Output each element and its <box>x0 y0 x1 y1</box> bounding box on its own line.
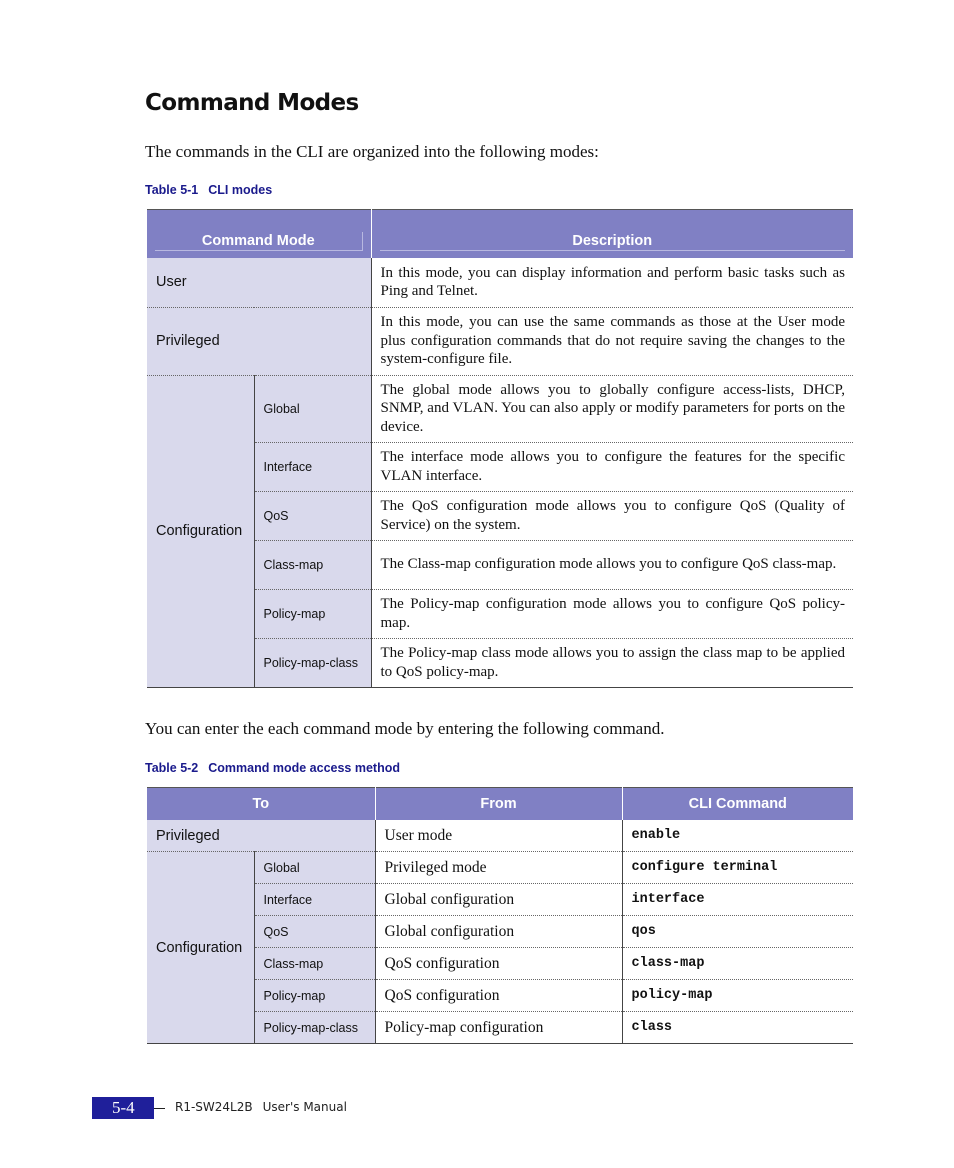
from-cell: Privileged mode <box>375 852 622 884</box>
footer-manual-title <box>175 1100 347 1114</box>
cli-command-cell: enable <box>622 820 853 852</box>
to-configuration: Configuration <box>147 852 254 1044</box>
table2-caption-title: Command mode access method <box>208 761 400 775</box>
submode-interface: Interface <box>254 442 371 491</box>
table-row <box>147 852 853 884</box>
cli-command-cell: interface <box>622 884 853 916</box>
mode-privileged: Privileged <box>147 307 371 375</box>
header-to: To <box>147 788 375 821</box>
mode-description: The Policy-map class mode allows you to assign the class map to be applied to QoS policy-map. <box>371 638 853 687</box>
table2-header-row <box>147 788 853 821</box>
submode-class-map: Class-map <box>254 948 375 980</box>
mode-description: The global mode allows you to globally configure access-lists, DHCP, SNMP, and VLAN. You can also apply or modify parameters for ports on the device. <box>371 375 853 442</box>
footer-product: R1-SW24L2B <box>175 1100 253 1114</box>
mode-description: The Class-map configuration mode allows you to configure QoS class-map. <box>371 540 853 589</box>
table1-caption <box>145 183 272 197</box>
submode-global: Global <box>254 375 371 442</box>
intro-paragraph: The commands in the CLI are organized into the following modes: <box>145 142 599 161</box>
footer-divider <box>154 1108 165 1109</box>
table2-caption-number: Table 5-2 <box>145 761 199 775</box>
to-privileged: Privileged <box>147 820 375 852</box>
table-row <box>147 307 853 375</box>
header-command-mode: Command Mode <box>147 210 371 259</box>
access-paragraph: You can enter the each command mode by entering the following command. <box>145 719 665 738</box>
table1-header-row <box>147 210 853 259</box>
mode-description: In this mode, you can use the same commands as those at the User mode plus configuration commands that do not require saving the changes to the system-configure file. <box>371 307 853 375</box>
submode-qos: QoS <box>254 916 375 948</box>
cli-command-cell: configure terminal <box>622 852 853 884</box>
from-cell: QoS configuration <box>375 948 622 980</box>
submode-class-map: Class-map <box>254 540 371 589</box>
header-description: Description <box>371 210 853 259</box>
mode-configuration: Configuration <box>147 375 254 687</box>
cli-command-cell: class-map <box>622 948 853 980</box>
table2-caption <box>145 761 400 775</box>
mode-description: The QoS configuration mode allows you to configure QoS (Quality of Service) on the system. <box>371 491 853 540</box>
page-title: Command Modes <box>145 90 359 116</box>
submode-policy-map: Policy-map <box>254 980 375 1012</box>
mode-description: The Policy-map configuration mode allows you to configure QoS policy-map. <box>371 589 853 638</box>
mode-description: The interface mode allows you to configure the features for the specific VLAN interface. <box>371 442 853 491</box>
from-cell: QoS configuration <box>375 980 622 1012</box>
cli-modes-table <box>147 209 853 688</box>
from-cell: Policy-map configuration <box>375 1012 622 1044</box>
submode-policy-map-class: Policy-map-class <box>254 1012 375 1044</box>
mode-description: In this mode, you can display information and perform basic tasks such as Ping and Telnet. <box>371 258 853 307</box>
submode-interface: Interface <box>254 884 375 916</box>
submode-qos: QoS <box>254 491 371 540</box>
mode-user: User <box>147 258 371 307</box>
access-method-table <box>147 787 853 1044</box>
header-cli-command: CLI Command <box>622 788 853 821</box>
header-from: From <box>375 788 622 821</box>
footer-manual: User's Manual <box>262 1100 347 1114</box>
from-cell: User mode <box>375 820 622 852</box>
table-row <box>147 375 853 442</box>
from-cell: Global configuration <box>375 884 622 916</box>
cli-command-cell: qos <box>622 916 853 948</box>
page-number-badge: 5-4 <box>92 1097 154 1119</box>
submode-policy-map-class: Policy-map-class <box>254 638 371 687</box>
table-row <box>147 820 853 852</box>
cli-command-cell: policy-map <box>622 980 853 1012</box>
table1-caption-title: CLI modes <box>208 183 273 197</box>
from-cell: Global configuration <box>375 916 622 948</box>
table-row <box>147 258 853 307</box>
cli-command-cell: class <box>622 1012 853 1044</box>
submode-global: Global <box>254 852 375 884</box>
submode-policy-map: Policy-map <box>254 589 371 638</box>
table1-caption-number: Table 5-1 <box>145 183 199 197</box>
